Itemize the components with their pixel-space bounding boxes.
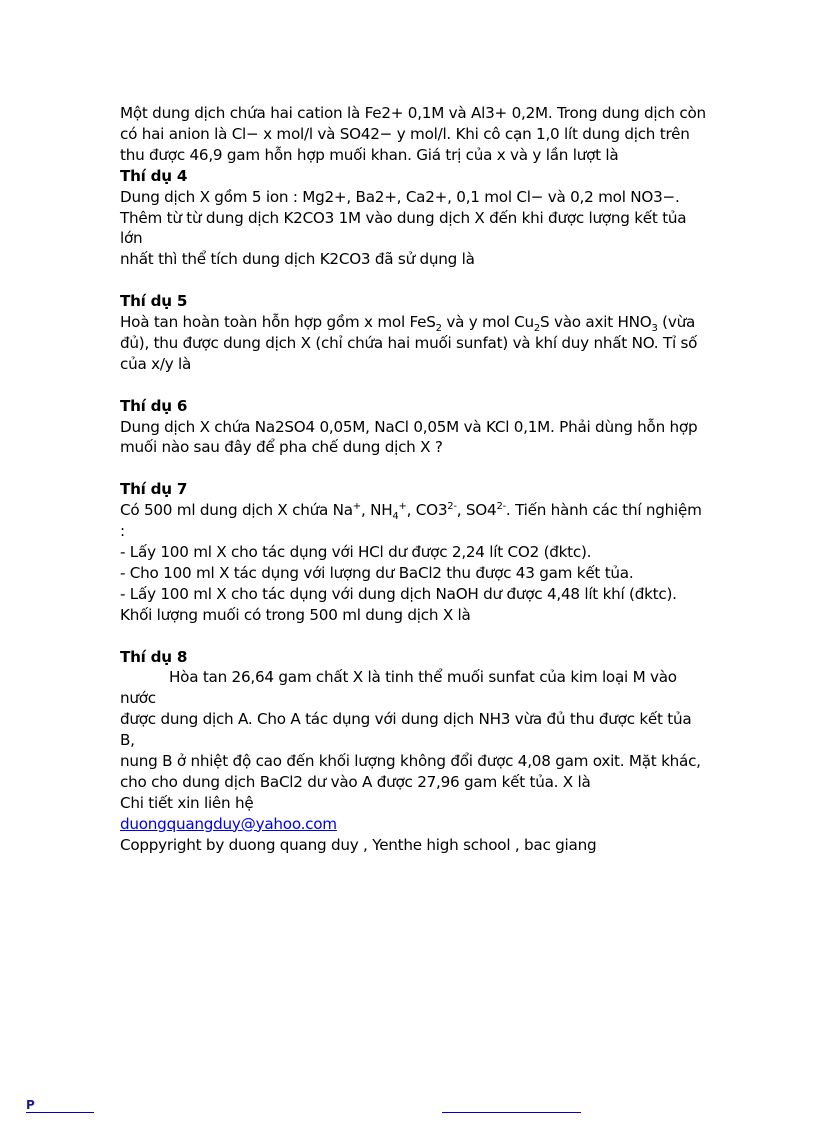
example-7-line: - Lấy 100 ml X cho tác dụng với dung dịch NaOH dư được 4,48 lít khí (đktc). xyxy=(120,584,677,603)
contact-email-line xyxy=(120,814,710,835)
document-body xyxy=(120,103,710,856)
copyright-text: Coppyright by duong quang duy , Yenthe high school , bac giang xyxy=(120,835,597,854)
example-5-line: của x/y là xyxy=(120,354,192,373)
example-4-title: Thí dụ 4 xyxy=(120,166,188,185)
footer-left-link[interactable] xyxy=(26,1100,94,1113)
example-4-line: nhất thì thể tích dung dịch K2CO3 đã sử dụng là xyxy=(120,250,475,269)
example-5-line: đủ), thu được dung dịch X (chỉ chứa hai muối sunfat) và khí duy nhất NO. Tỉ số xyxy=(120,333,698,352)
example-7-line: - Cho 100 ml X tác dụng với lượng dư BaCl2 thu được 43 gam kết tủa. xyxy=(120,563,634,582)
example-7-title: Thí dụ 7 xyxy=(120,480,188,499)
footer-right-link[interactable] xyxy=(442,1100,581,1113)
example-8-line: nung B ở nhiệt độ cao đến khối lượng không đổi được 4,08 gam oxit. Mặt khác, xyxy=(120,752,701,771)
example-8-title: Thí dụ 8 xyxy=(120,647,188,666)
example-7-line: - Lấy 100 ml X cho tác dụng với HCl dư được 2,24 lít CO2 (đktc). xyxy=(120,542,592,561)
email-link[interactable]: duongquangduy@yahoo.com xyxy=(120,814,337,833)
example-6-title: Thí dụ 6 xyxy=(120,396,188,415)
contact-label: Chi tiết xin liên hệ xyxy=(120,793,254,812)
example-7-line: Khối lượng muối có trong 500 ml dung dịch X là xyxy=(120,605,471,624)
example-4-line: Thêm từ từ dung dịch K2CO3 1M vào dung dịch X đến khi được lượng kết tủa lớn xyxy=(120,208,687,248)
example-8-line: cho cho dung dịch BaCl2 dư vào A được 27,96 gam kết tủa. X là xyxy=(120,772,591,791)
footer-mark: P xyxy=(26,1098,35,1112)
example-5-title: Thí dụ 5 xyxy=(120,292,188,311)
example-4-line: Dung dịch X gồm 5 ion : Mg2+, Ba2+, Ca2+, 0,1 mol Cl− và 0,2 mol NO3−. xyxy=(120,187,680,206)
intro-line: Một dung dịch chứa hai cation là Fe2+ 0,1M và Al3+ 0,2M. Trong dung dịch còn xyxy=(120,104,706,122)
example-5-line: Hoà tan hoàn toàn hỗn hợp gồm x mol FeS$_2$ và y mol $Cu_2S$ vào axit $HNO_3$ (vừa xyxy=(120,313,696,335)
example-6-line: Dung dịch X chứa Na2SO4 0,05M, NaCl 0,05M và KCl 0,1M. Phải dùng hỗn hợp xyxy=(120,417,698,436)
example-8-line: được dung dịch A. Cho A tác dụng với dung dịch NH3 vừa đủ thu được kết tủa B, xyxy=(120,710,692,750)
example-8-line: Hòa tan 26,64 gam chất X là tinh thể muối sunfat của kim loại M vào nước xyxy=(120,668,677,708)
intro-line: có hai anion là Cl− x mol/l và SO42− y mol/l. Khi cô cạn 1,0 lít dung dịch trên xyxy=(120,124,690,143)
example-6-line: muối nào sau đây để pha chế dung dịch X ? xyxy=(120,438,443,457)
intro-line: thu được 46,9 gam hỗn hợp muối khan. Giá trị của x và y lần lượt là xyxy=(120,145,619,164)
example-7-line: Có 500 ml dung dịch X chứa Na+, $NH_4^+$, $CO3^{2-}$, $SO4^{2-}$. Tiến hành các thí nghiệm : xyxy=(120,501,702,541)
